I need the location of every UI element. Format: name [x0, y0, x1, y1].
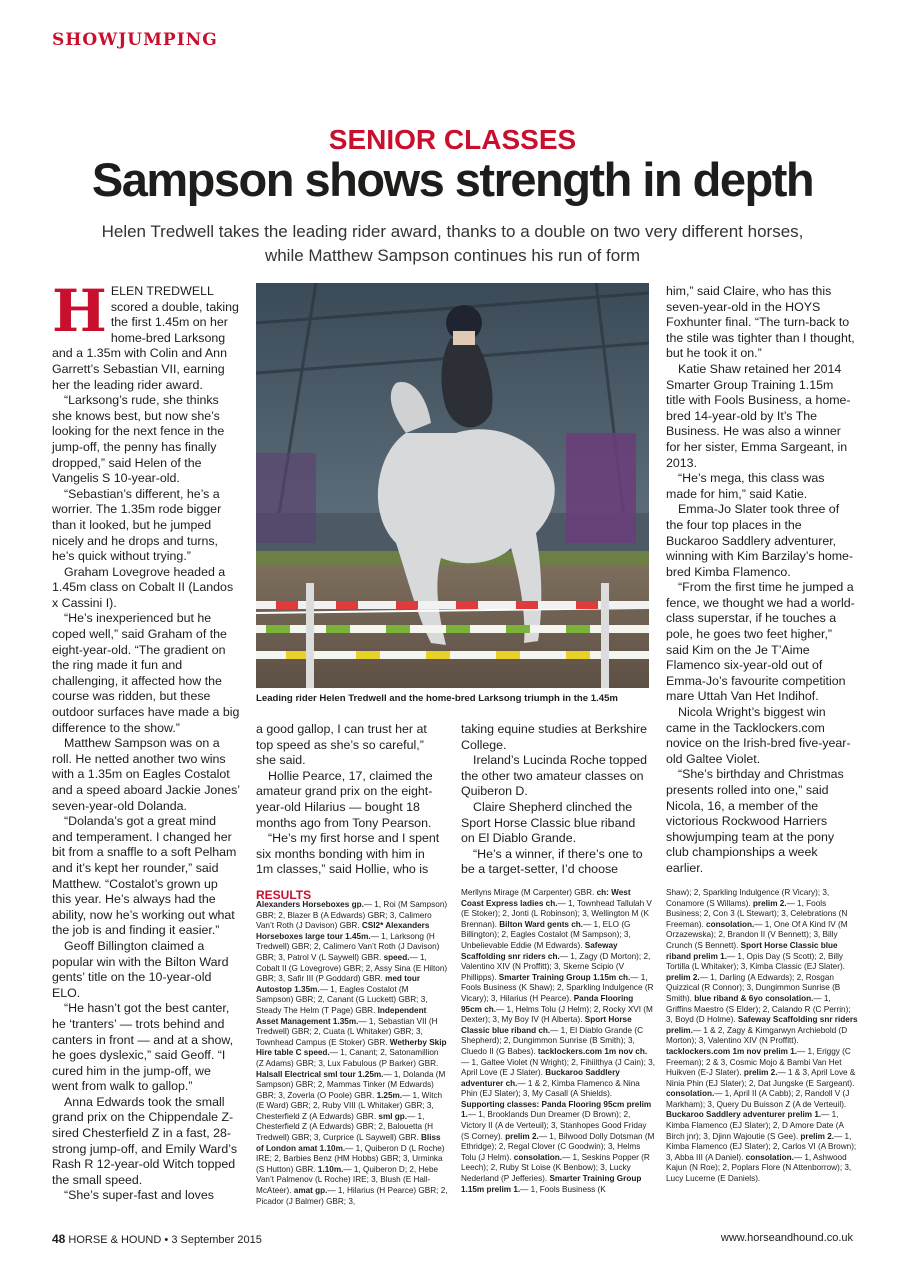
- paragraph: Claire Shepherd clinched the Sport Horse Classic blue riband on El Diablo Grande.: [461, 799, 636, 846]
- paragraph: Katie Shaw retained her 2014 Smarter Group Training 1.15m title with Fools Business, a home-bred 14-year-old by It’s The Business. He was also a winner for her sister, Emma Sargeant, in 2013.: [666, 361, 851, 470]
- paragraph: Anna Edwards took the small grand prix on the Chippendale Z-sired Chesterfield Z in a fast, 28-strong jump-off, and Emily Ward’s Rash R 12-year-old Witch topped the small speed.: [52, 1094, 238, 1187]
- paragraph: Ireland’s Lucinda Roche topped the other two amateur classes on Quiberon D.: [461, 753, 648, 799]
- paragraph: Graham Lovegrove headed a 1.45m class on Cobalt II (Landos x Cassini I).: [52, 564, 234, 610]
- paragraph: “Sebastian’s different, he’s a worrier. The 1.35m rode bigger than it looked, but he jumped nicely and he drops and turns, he’s quick without trying.”: [52, 486, 222, 564]
- paragraph: “He’s a winner, if there’s one to be a target-setter, I’d choose: [461, 846, 643, 877]
- paragraph: “Larksong’s rude, she thinks she knows best, but now she’s looking for the next fence in the jump-off, the penny has finally dropped,” said Helen of the Vangelis S 10-year-old.: [52, 393, 225, 486]
- paragraph: “He hasn’t got the best canter, he ‘tranters’ — trots behind and canters in front — and at a show, he goes dyslexic,” said Geoff. “I cured him in the jump-off, we went from walk to gallop.”: [52, 1001, 234, 1094]
- paragraph: HELEN TREDWELL scored a double, taking the first 1.45m on her home-bred Larksong and a 1.35m with Colin and Ann Garrett’s Sebastian VII, earning her the leading rider award.: [52, 277, 239, 392]
- article-column-1: [52, 277, 240, 1204]
- article-column-4: [666, 284, 856, 877]
- paragraph: him,” said Claire, who has this seven-year-old in the HOYS Foxhunter final. “The turn-back to the stile was tighter than I thought, but he took it on.”: [666, 284, 855, 361]
- paragraph: “He’s mega, this class was made for him,” said Katie.: [666, 471, 825, 501]
- publication-name: HORSE & HOUND: [68, 1234, 162, 1246]
- paragraph: “From the first time he jumped a fence, we thought we had a world-class superstar, if he touches a pole, he goes two feet higher,” said Kim on the Je T’Aime Flamenco six-year-old out of Emma-Jo’s favourite competition mare Uttah Van Het Indihof.: [666, 580, 855, 704]
- photo-caption: Leading rider Helen Tredwell and the home-bred Larksong triumph in the 1.45m: [256, 693, 618, 704]
- results-column-2: Merllyns Mirage (M Carpenter) GBR. ch: West Coast Express ladies ch.— 1, Townhead Tallulah V (E Stoker); 2, Jonti (L Robinson); 3, Wellington M (K Brennan). Bilton Ward gents ch.— 1, ELO (G Billington); 2, Eagles Costalot (M Sampson); 3, Unbelievable Eddie (M Edwards). Safeway Scaffolding snr riders ch.— 1, Zagy (D Morton); 2, Valentino XIV (N Proffitt); 3, Skerne Scipio (V Phillipps). Smarter Training Group 1.15m ch.— 1, Fools Business (K Shaw); 2, Sparkling Indulgence (R Vicary); 3, Hilarius (H Pearce). Panda Flooring 95cm ch.— 1, Helms Tolu (J Helm); 2, Rocky XVI (M Dexter); 3, My Boy IV (H Alberta). Sport Horse Classic blue riband ch.— 1, El Diablo Grande (C Shepherd); 2, Dungimmon Sunrise (B Smith); 3, Cluedo II (G Babes). tacklockers.com 1m nov ch.— 1, Galtee Violet (N Wright); 2, Fihiilthya (J Cain); 3, April Love (E J Slater). Buckaroo Saddlery adventurer ch.— 1 & 2, Kimba Flamenco & Nina Phin (EJ Slater); 3, My Casall (A Shields). Supporting classes: Panda Flooring 95cm prelim 1.— 1, Brooklands Dun Dreamer (D Brown); 2, Victory II (A de Verteuil); 3, Stanhopes Good Friday (S Corney). prelim 2.— 1, Bilwood Dolly Dotsman (M Ethridge); 2, Regal Clover (C Goodwin); 3, Helms Tolu (J Helm). consolation.— 1, Seskins Popper (R Leech); 2, Ruby St Loise (K Benbow); 3, Lucky Nederland (P Jefferies). Smarter Training Group 1.15m prelim 1.— 1, Fools Business (K: [461, 888, 655, 1194]
- paragraph: “He’s my first horse and I spent six months bonding with him in 1m classes,” said Hollie, who is: [256, 831, 440, 877]
- headline: Sampson shows strength in depth: [91, 153, 814, 206]
- issue-date: 3 September 2015: [171, 1234, 262, 1246]
- paragraph: Matthew Sampson was on a roll. He netted another two wins with a 1.35m on Eagles Costalot and a speed aboard Jackie Jones’ seven-year-old Dolanda.: [52, 736, 240, 813]
- kicker: SENIOR CLASSES: [328, 124, 577, 155]
- folio: [52, 1232, 262, 1246]
- folio-separator: •: [164, 1234, 169, 1246]
- paragraph: a good gallop, I can trust her at top speed as she’s so careful,” she said.: [256, 722, 427, 768]
- article-column-2: [256, 722, 444, 878]
- results-column-3: Shaw); 2, Sparkling Indulgence (R Vicary); 3, Conamore (S Willams). prelim 2.— 1, Fools Business; 2, Con 3 (L Stewart); 3, Celebrations (N Freeman). consolation.— 1, One Of A Kind IV (M Orzazewska); 2, Brandon II (V Bennett); 3, Billy Crunch (S Bennett). Sport Horse Classic blue riband prelim 1.— 1, Opis Day (S Scott); 2, Billy Tortilla (L Whitaker); 3, Kimba Classic (EJ Slater). prelim 2.— 1, Darling (A Edwards); 2, Rosgan Quizzical (R Connor); 3, Dungimmon Sunrise (B Smith). blue riband & 6yo consolation.— 1, Griffins Maestro (S Elder); 2, Calando R (C Perrin); 3, Boyd (D Holme). Safeway Scaffolding snr riders prelim.— 1 & 2, Zagy & Kimgarwyn Archiebold (D Morton); 3, Valentino XIV (N Proffitt). tacklockers.com 1m nov prelim 1.— 1, Eriggy (C Freeman); 2 & 3, Cosmic Mojo & Bambi Van Het Huikven (E-J Slater). prelim 2.— 1 & 3, April Love & Ninia Phin (EJ Slater); 2, Dat Jungske (E Sargeant). consolation.— 1, April II (A Cabb); 2, Randoll V (J Markham); 3, Query Du Buisson Z (A de Verteuil). Buckaroo Saddlery adventurer prelim 1.— 1, Kimba Flamenco (EJ Slater); 2, D Amore Date (A Birch jnr); 3, Djinn Wajoutie (S Gee). prelim 2.— 1, Kimba Flamenco (EJ Slater); 2, Carlos VI (A Brown); 3, Abba III (A Daniel). consolation.— 1, Ashwood Kajun (N Roe); 2, Poplars Flore (N Attenborrow); 3, Lucy Lucerne (E Daniels).: [666, 888, 858, 1184]
- drop-cap: H: [52, 277, 107, 345]
- paragraph: “Dolanda’s got a great mind and temperament. I changed her bit from a snaffle to a soft Pelham and it’s kept her rounder,” said Matthew. “Costalot’s grown up this year. He’s always had the ability, now he’s working out what the job is and finding it easier.”: [52, 814, 237, 938]
- paragraph: Nicola Wright’s biggest win came in the Tacklockers.com novice on the Irish-bred five-year-old Galtee Violet.: [666, 705, 851, 766]
- section-label: SHOWJUMPING: [52, 30, 218, 50]
- paragraph: “She’s birthday and Christmas presents rolled into one,” said Nicola, 16, a member of the victorious Rockwood Harriers showjumping team at the pony club championships a week earlier.: [666, 767, 844, 875]
- paragraph: “He’s inexperienced but he coped well,” said Graham of the eight-year-old. “The gradient on the ring made it fun and challenging, it affected how the course was ridden, but these outdoor surfaces have made a big difference to the show.”: [52, 611, 240, 735]
- paragraph: Emma-Jo Slater took three of the four top places in the Buckaroo Saddlery adventurer, winning with Kim Barzilay’s home-bred Kimba Flamenco.: [666, 502, 854, 579]
- results-heading: RESULTS: [256, 888, 312, 902]
- page-number: 48: [52, 1232, 66, 1246]
- paragraph: “She’s super-fast and loves: [64, 1188, 214, 1203]
- website-url[interactable]: www.horseandhound.co.uk: [720, 1232, 853, 1244]
- article-column-3: [461, 722, 651, 878]
- results-column-1: Alexanders Horseboxes gp.— 1, Roi (M Sampson) GBR; 2, Blazer B (A Edwards) GBR; 3, Calimero Van’t Roth (J Davison) GBR. CSI2* Alexanders Horseboxes large tour 1.45m.— 1, Larksong (H Tredwell) GBR; 2, Calimero Van’t Roth (J Davison) GBR; 3, Patrol V (L Saywell) GBR. speed.— 1, Cobalt II (G Lovegrove) GBR; 2, Assy Sina (E Hilton) GBR; 3, Safir III (P Goddard) GBR. med tour Autostop 1.35m.— 1, Eagles Costalot (M Sampson) GBR; 2, Canant (G Luckett) GBR; 3, Steady The Helm (T Page) GBR. Independent Asset Management 1.35m.— 1, Sebastian VII (H Tredwell) GBR; 2, Cuata (L Whitaker) GBR; 3, Townhead Campus (E Stoker) GBR. Wetherby Skip Hire table C speed.— 1, Canant; 2, Satonamillion (Z Adams) GBR; 3, Lux Fabulous (P Barker) GBR. Halsall Electrical sml tour 1.25m.— 1, Dolanda (M Sampson) GBR; 2, Mammas Tinker (M Edwards) GBR; 3, Zoverla (O Poole) GBR. 1.25m.— 1, Witch (E Ward) GBR; 2, Ruby VIII (L Whitaker) GBR; 3, Chesterfield Z (A Edwards) GBR. sml gp.— 1, Chesterfield Z (A Edwards) GBR; 2, Balouetta (H Tredwell) GBR; 3, Curprice (L Saywell) GBR. Bliss of London amat 1.10m.— 1, Quiberon D (L Roche) IRE; 2, Barbies Benz (HM Hobbs) GBR; 3, Urminka (S Hutton) GBR. 1.10m.— 1, Quiberon D; 2, Hebe Van’t Palmenov (L Roche) IRE; 3, Blush (E Hall-McAteer). amat gp.— 1, Hilarius (H Pearce) GBR; 2, Picador (J Balmer) GBR; 3,: [256, 900, 448, 1206]
- paragraph: Hollie Pearce, 17, claimed the amateur grand prix on the eight-year-old Hilarius — bought 18 months ago from Tony Pearson.: [256, 768, 433, 830]
- paragraph: taking equine studies at Berkshire College.: [461, 722, 647, 752]
- standfirst: Helen Tredwell takes the leading rider award, thanks to a double on two very different horses, while Matthew Sampson continues his run of form: [101, 222, 804, 265]
- paragraph: Geoff Billington claimed a popular win with the Bilton Ward gents’ title on the 10-year-old ELO.: [52, 938, 229, 1000]
- lead-photo: [256, 283, 649, 688]
